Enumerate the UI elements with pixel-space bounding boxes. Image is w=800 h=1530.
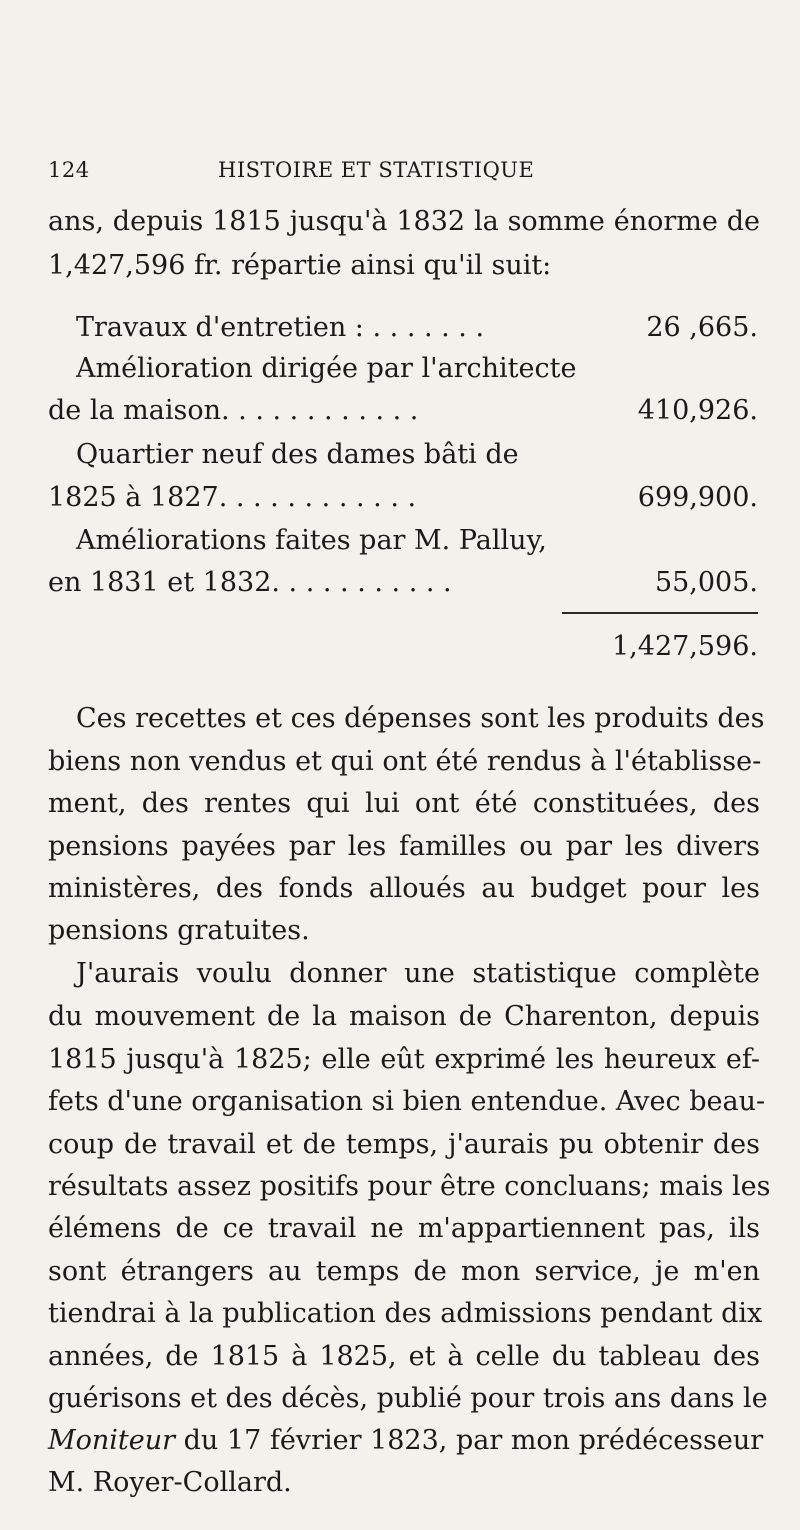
para2-line-11: guérisons et des décès, publié pour trois ans dans le	[48, 1383, 768, 1414]
para1-line-2: biens non vendus et qui ont été rendus à l'établisse-	[48, 746, 762, 777]
para2-line-3: 1815 jusqu'à 1825; elle eût exprimé les heureux ef-	[48, 1044, 760, 1075]
running-header	[48, 158, 760, 188]
para2-line-10: années, de 1815 à 1825, et à celle du tableau des	[48, 1341, 760, 1372]
para2-line-5: coup de travail et de temps, j'aurais pu obtenir des	[48, 1129, 760, 1160]
para2-line-9: tiendrai à la publication des admissions pendant dix	[48, 1298, 763, 1329]
entry-1-value: 26 ,665.	[646, 312, 758, 343]
para2-line-12-rest: du 17 février 1823, par mon prédécesseur	[175, 1425, 764, 1456]
para1-line-4: pensions payées par les familles ou par les divers	[48, 831, 760, 862]
para1-line-1: Ces recettes et ces dépenses sont les produits des	[76, 703, 765, 734]
para2-line-1: J'aurais voulu donner une statistique complète	[76, 958, 760, 989]
para1-line-6: pensions gratuites.	[48, 915, 310, 946]
total-value: 1,427,596.	[612, 631, 758, 662]
running-title: HISTOIRE ET STATISTIQUE	[218, 158, 535, 182]
para2-line-12	[48, 1424, 764, 1458]
para2-line-13: M. Royer-Collard.	[48, 1467, 292, 1498]
entry-4-label: en 1831 et 1832. . . . . . . . . . .	[48, 567, 452, 598]
para2-line-4: fets d'une organisation si bien entendue. Avec beau-	[48, 1086, 766, 1117]
entry-4-value: 55,005.	[654, 567, 758, 598]
entry-3-label: 1825 à 1827. . . . . . . . . . . .	[48, 482, 417, 513]
para1-line-5: ministères, des fonds alloués au budget pour les	[48, 873, 760, 904]
para2-line-2: du mouvement de la maison de Charenton, depuis	[48, 1001, 760, 1032]
entry-4-label-line1: Améliorations faites par M. Palluy,	[76, 525, 547, 556]
para2-line-7: élémens de ce travail ne m'appartiennent pas, ils	[48, 1213, 760, 1244]
entry-2-label: de la maison. . . . . . . . . . . .	[48, 395, 419, 426]
intro-line-1: ans, depuis 1815 jusqu'à 1832 la somme énorme de	[48, 206, 760, 237]
entry-2-label-line1: Amélioration dirigée par l'architecte	[76, 353, 577, 384]
entry-3-label-line1: Quartier neuf des dames bâti de	[76, 439, 519, 470]
entry-3-value: 699,900.	[637, 482, 758, 513]
entry-2-value: 410,926.	[637, 395, 758, 426]
intro-line-2: 1,427,596 fr. répartie ainsi qu'il suit:	[48, 250, 552, 281]
moniteur-title: Moniteur	[48, 1425, 176, 1456]
page-number: 124	[48, 158, 90, 182]
para1-line-3: ment, des rentes qui lui ont été constituées, des	[48, 788, 760, 819]
para2-line-8: sont étrangers au temps de mon service, je m'en	[48, 1256, 760, 1287]
para2-line-6: résultats assez positifs pour être concluans; mais les	[48, 1171, 771, 1202]
sum-rule	[562, 612, 758, 614]
entry-1-label: Travaux d'entretien : . . . . . . .	[76, 312, 485, 343]
